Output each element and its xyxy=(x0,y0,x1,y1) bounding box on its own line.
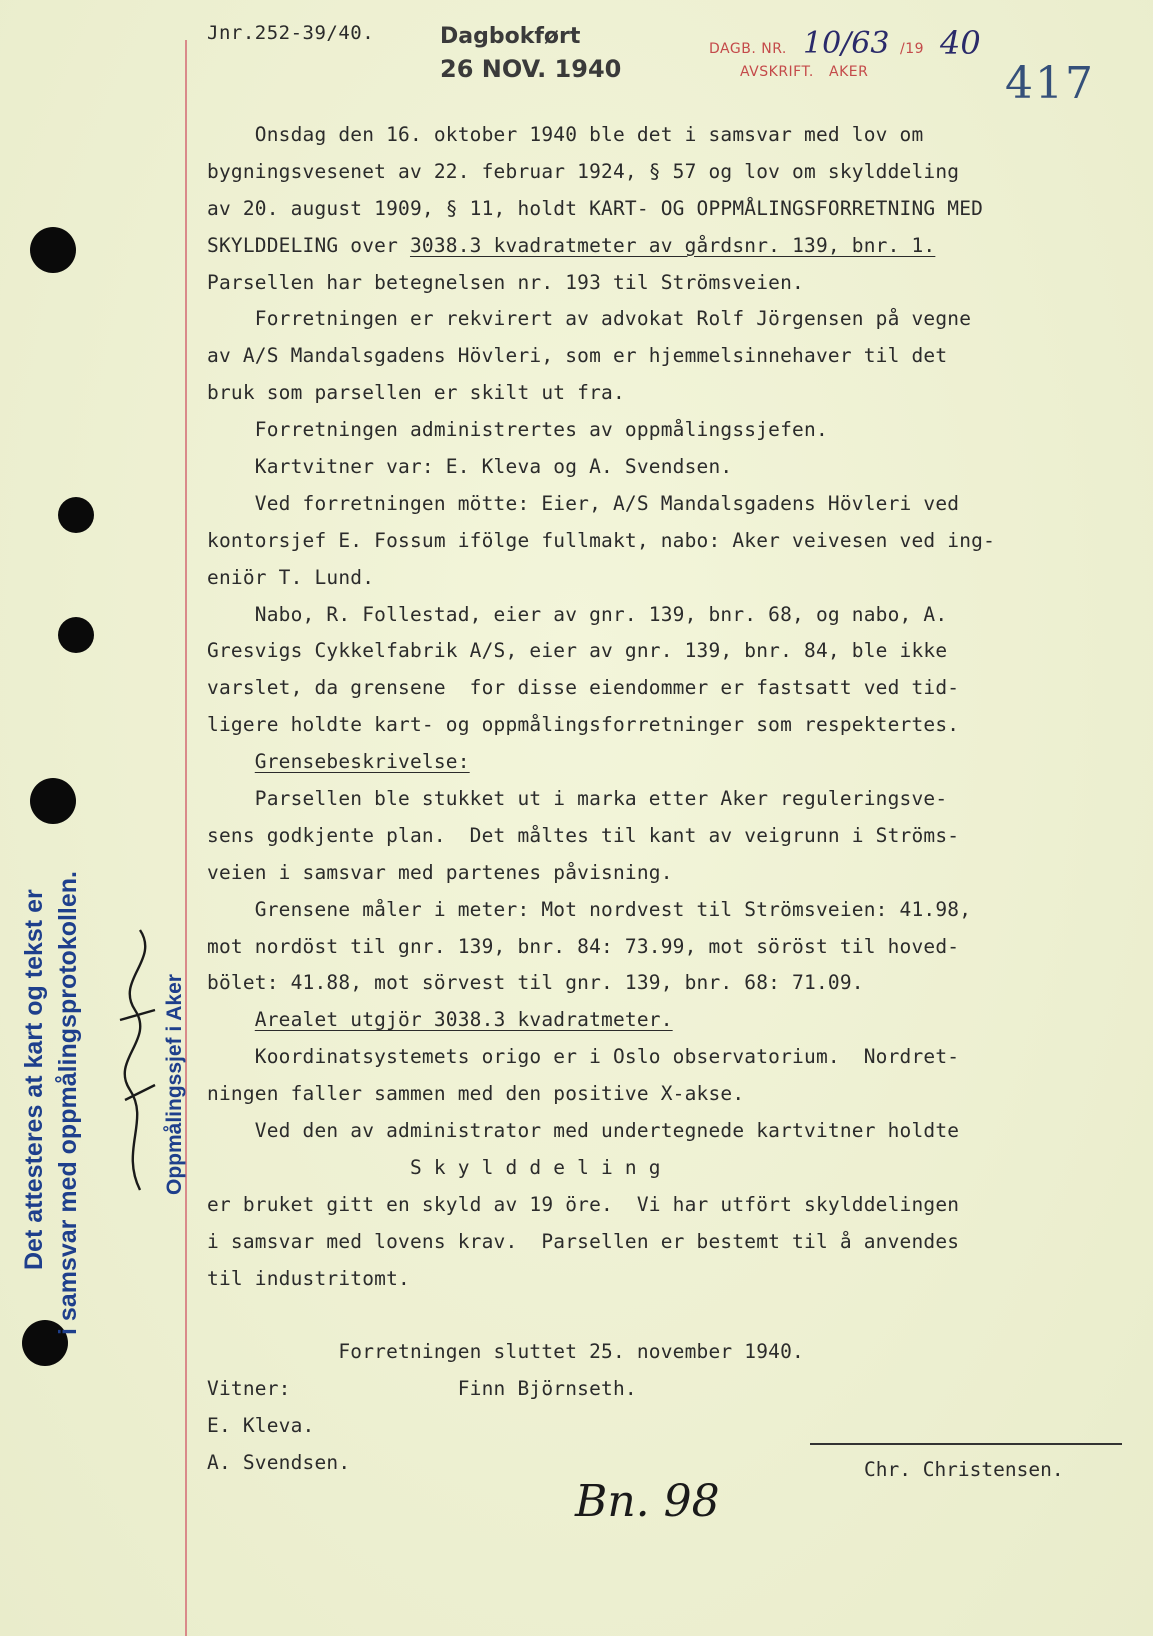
dagbokfort-stamp-label: Dagbokført xyxy=(440,24,581,49)
avskrift-label: AVSKRIFT. xyxy=(740,64,814,80)
text-line: E. Kleva. xyxy=(207,1414,315,1438)
text-line: Vitner: Finn Björnseth. xyxy=(207,1377,637,1401)
signature-line xyxy=(810,1443,1122,1445)
text-line: bruk som parsellen er skilt ut fra. xyxy=(207,381,625,405)
punch-hole xyxy=(58,497,94,533)
text-line: ligere holdte kart- og oppmålingsforretninger som respektertes. xyxy=(207,713,960,737)
text-line: Onsdag den 16. oktober 1940 ble det i samsvar med lov om xyxy=(207,123,924,146)
text-line: Grensene måler i meter: Mot nordvest til Strömsveien: 41.98, xyxy=(207,897,972,921)
dagb-year-prefix: /19 xyxy=(900,41,925,57)
text-line: Gresvigs Cykkelfabrik A/S, eier av gnr. 139, bnr. 84, ble ikke xyxy=(207,639,948,663)
underlined-area-text: 3038.3 kvadratmeter av gårdsnr. 139, bnr. 1. xyxy=(409,233,936,257)
text-line: Forretningen er rekvirert av advokat Rolf Jörgensen på vegne xyxy=(207,307,972,331)
text-line: Ved den av administrator med undertegnede kartvitner holdte xyxy=(207,1119,960,1143)
text-line: Forretningen administrertes av oppmålingssjefen. xyxy=(207,418,828,442)
text-line: sens godkjente plan. Det måltes til kant av veigrunn i Ströms- xyxy=(207,823,960,847)
aker-label: AKER xyxy=(829,64,869,80)
text-line: Forretningen sluttet 25. november 1940. xyxy=(207,1340,804,1364)
dagb-nr-label: DAGB. NR. xyxy=(709,41,787,57)
text-line: Parsellen har betegnelsen nr. 193 til Strömsveien. xyxy=(207,270,804,294)
text-line: SKYLDDELING over 3038.3 kvadratmeter av gårdsnr. 139, bnr. 1. xyxy=(207,233,936,257)
dagbokfort-stamp-date: 26 NOV. 1940 xyxy=(440,55,622,83)
margin-rule xyxy=(185,40,187,1636)
text-line: ningen faller sammen med den positive X-akse. xyxy=(207,1082,745,1106)
text-line: av 20. august 1909, § 11, holdt KART- OG OPPMÅLINGSFORRETNING MED xyxy=(207,196,984,220)
text-line: Parsellen ble stukket ut i marka etter Aker reguleringsve- xyxy=(207,787,948,811)
text-line: Nabo, R. Follestad, eier av gnr. 139, bnr. 68, og nabo, A. xyxy=(207,602,948,626)
attestation-stamp-line-3: Oppmålingssjef i Aker xyxy=(163,974,186,1195)
punch-hole xyxy=(30,778,76,824)
punch-hole xyxy=(30,227,76,273)
page-number: 417 xyxy=(1005,58,1095,109)
text-line: eniör T. Lund. xyxy=(207,565,375,589)
margin-signature xyxy=(100,900,170,1200)
text-line: varslet, da grensene for disse eiendommer er fastsatt ved tid- xyxy=(207,676,960,700)
journal-number: Jnr.252-39/40. xyxy=(207,22,375,44)
grensebeskrivelse-heading: Grensebeskrivelse: xyxy=(254,750,470,774)
text-line: bygningsvesenet av 22. februar 1924, § 57 og lov om skylddeling xyxy=(207,159,960,183)
text-line: Koordinatsystemets origo er i Oslo observatorium. Nordret- xyxy=(207,1045,960,1069)
dagb-number: 10/63 xyxy=(803,26,890,61)
text-line xyxy=(207,744,1117,781)
text-line: i samsvar med lovens krav. Parsellen er bestemt til å anvendes xyxy=(207,1229,960,1253)
text-line: mot nordöst til gnr. 139, bnr. 84: 73.99, mot söröst til hoved- xyxy=(207,934,960,958)
text-line: bölet: 41.88, mot sörvest til gnr. 139, bnr. 68: 71.09. xyxy=(207,971,864,995)
deed-text xyxy=(207,117,1117,1482)
attestation-stamp-line-2: i samsvar med oppmålingsprotokollen. xyxy=(54,870,82,1335)
text-line: av A/S Mandalsgadens Hövleri, som er hjemmelsinnehaver til det xyxy=(207,344,948,368)
signature-christensen: Chr. Christensen. xyxy=(864,1458,1064,1481)
text-line: til industritomt. xyxy=(207,1266,410,1290)
text-line: kontorsjef E. Fossum ifölge fullmakt, nabo: Aker veivesen ved ing- xyxy=(207,528,996,552)
text-line: veien i samsvar med partenes påvisning. xyxy=(207,860,673,884)
text-line: Ved forretningen mötte: Eier, A/S Mandalsgadens Hövleri ved xyxy=(207,491,960,515)
text-line: A. Svendsen. xyxy=(207,1451,351,1475)
attestation-stamp-line-1: Det attesteres at kart og tekst er xyxy=(20,889,48,1270)
text-line: Kartvitner var: E. Kleva og A. Svendsen. xyxy=(207,455,733,479)
text-line xyxy=(207,1002,1117,1039)
punch-hole xyxy=(58,617,94,653)
arealet-statement: Arealet utgjör 3038.3 kvadratmeter. xyxy=(254,1008,673,1032)
handwritten-initials: Bn. 98 xyxy=(575,1476,720,1527)
text-line: S k y l d d e l i n g xyxy=(207,1155,661,1179)
dagb-year: 40 xyxy=(940,24,981,62)
text-line xyxy=(207,1298,1117,1335)
text-line: er bruket gitt en skyld av 19 öre. Vi har utfört skylddelingen xyxy=(207,1192,960,1216)
